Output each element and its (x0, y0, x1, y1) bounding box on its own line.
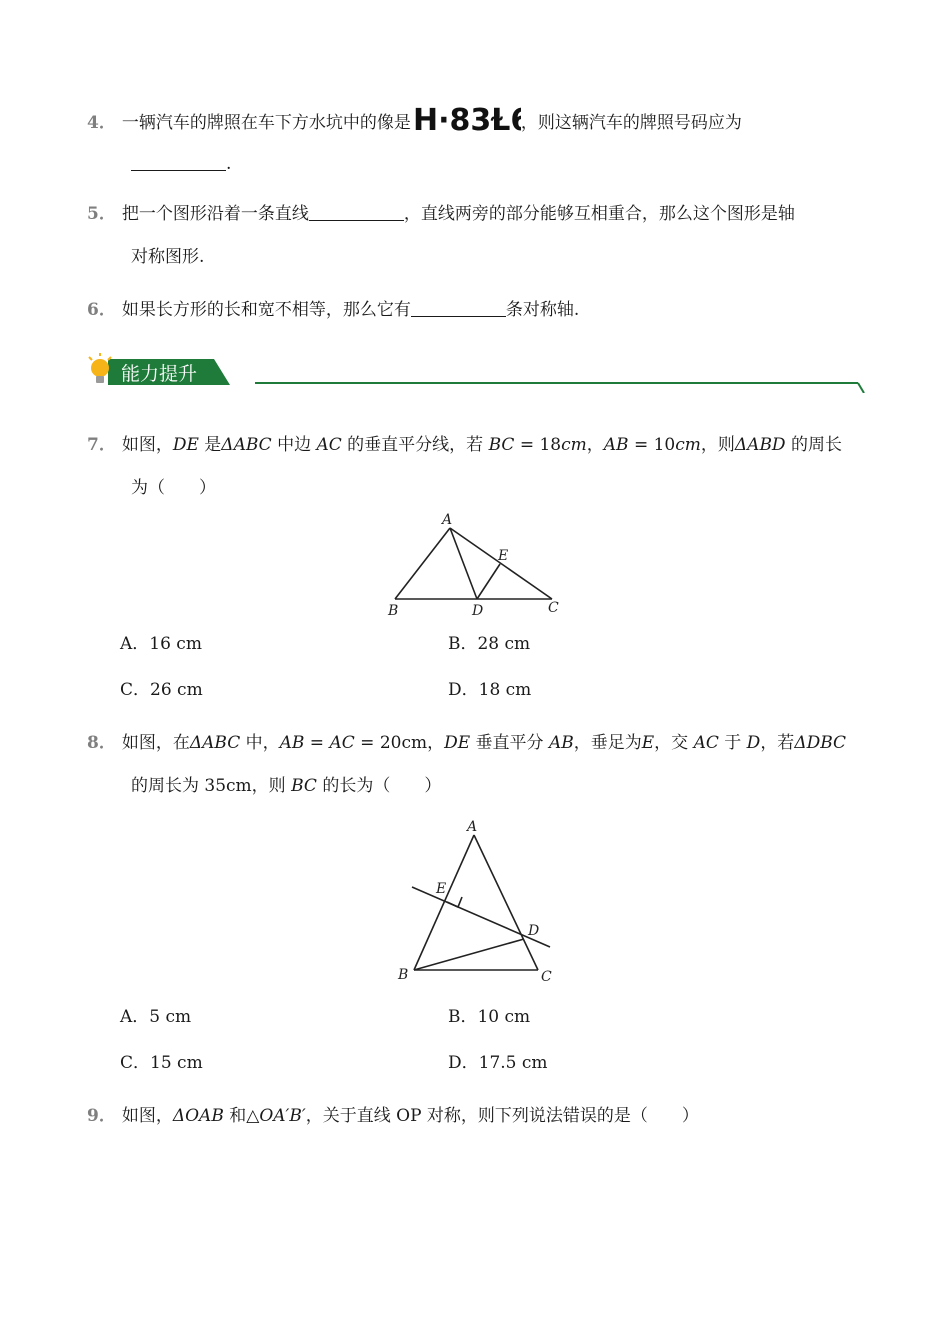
section-header (88, 353, 868, 393)
segment-bd (414, 939, 524, 970)
option-b[interactable]: B．10 cm (448, 1007, 531, 1027)
right-angle-mark (447, 897, 462, 907)
question-number: 6． (87, 300, 116, 320)
question-7: 7． 如图，DE 是ΔABC 中边 AC 的垂直平分线，若 BC = 18cm，AB = 10cm，则ΔABD 的周长 (87, 435, 842, 455)
option-c[interactable]: C．26 cm (120, 680, 203, 700)
question-number: 4． (87, 113, 116, 133)
question-8: 8． 如图，在ΔABC 中，AB = AC = 20cm，DE 垂直平分 AB，垂足为E，交 AC 于 D，若ΔDBC (87, 733, 847, 753)
label-c: C (548, 600, 559, 616)
option-a[interactable]: A．16 cm (120, 634, 202, 654)
label-e: E (498, 548, 509, 564)
segment-de (477, 564, 500, 599)
label-b: B (388, 603, 399, 619)
question-8-line-2: 的周长为 35cm，则 BC 的长为（ ） (131, 776, 442, 796)
question-7-figure (380, 508, 570, 620)
question-number: 5． (87, 204, 116, 224)
question-number: 7． (87, 435, 116, 455)
section-title: 能力提升 (121, 363, 198, 385)
option-d[interactable]: D．17.5 cm (448, 1053, 548, 1073)
plate-text: H·83Ɫ6 (412, 104, 521, 134)
question-5-line-2: 对称图形. (131, 247, 205, 267)
question-number: 8． (87, 733, 116, 753)
segment-ab (414, 835, 474, 970)
segment-ad (450, 528, 477, 599)
label-d: D (528, 923, 540, 939)
question-4-answer-line: . (131, 152, 231, 176)
answer-blank[interactable] (131, 152, 226, 171)
question-4 (87, 104, 742, 141)
option-d[interactable]: D．18 cm (448, 680, 532, 700)
segment-ab (395, 528, 450, 599)
label-c: C (541, 969, 552, 985)
label-a: A (442, 512, 453, 528)
question-text: 一辆汽车的牌照在车下方水坑中的像是 (121, 113, 411, 133)
answer-blank[interactable] (411, 298, 506, 317)
question-number: 9． (87, 1106, 116, 1126)
label-d: D (472, 603, 484, 619)
option-a[interactable]: A．5 cm (120, 1007, 192, 1027)
license-plate-reflection-image (411, 104, 521, 141)
question-9: 9． 如图，ΔOAB 和△OA′B′，关于直线 OP 对称，则下列说法错误的是（ ） (87, 1106, 699, 1126)
question-6: 6． 如果长方形的长和宽不相等，那么它有 条对称轴. (87, 300, 580, 320)
label-e: E (436, 881, 447, 897)
question-8-figure (392, 815, 562, 987)
label-b: B (398, 967, 409, 983)
option-c[interactable]: C．15 cm (120, 1053, 203, 1073)
option-b[interactable]: B．28 cm (448, 634, 531, 654)
question-5: 5． 把一个图形沿着一条直线 ，直线两旁的部分能够互相重合，那么这个图形是轴 (87, 204, 795, 224)
lightbulb-icon (89, 353, 111, 383)
question-text: ，则这辆汽车的牌照号码应为 (520, 113, 742, 133)
answer-blank[interactable] (309, 202, 404, 221)
question-7-line-2: 为（ ） (131, 478, 216, 498)
label-a: A (467, 819, 478, 835)
